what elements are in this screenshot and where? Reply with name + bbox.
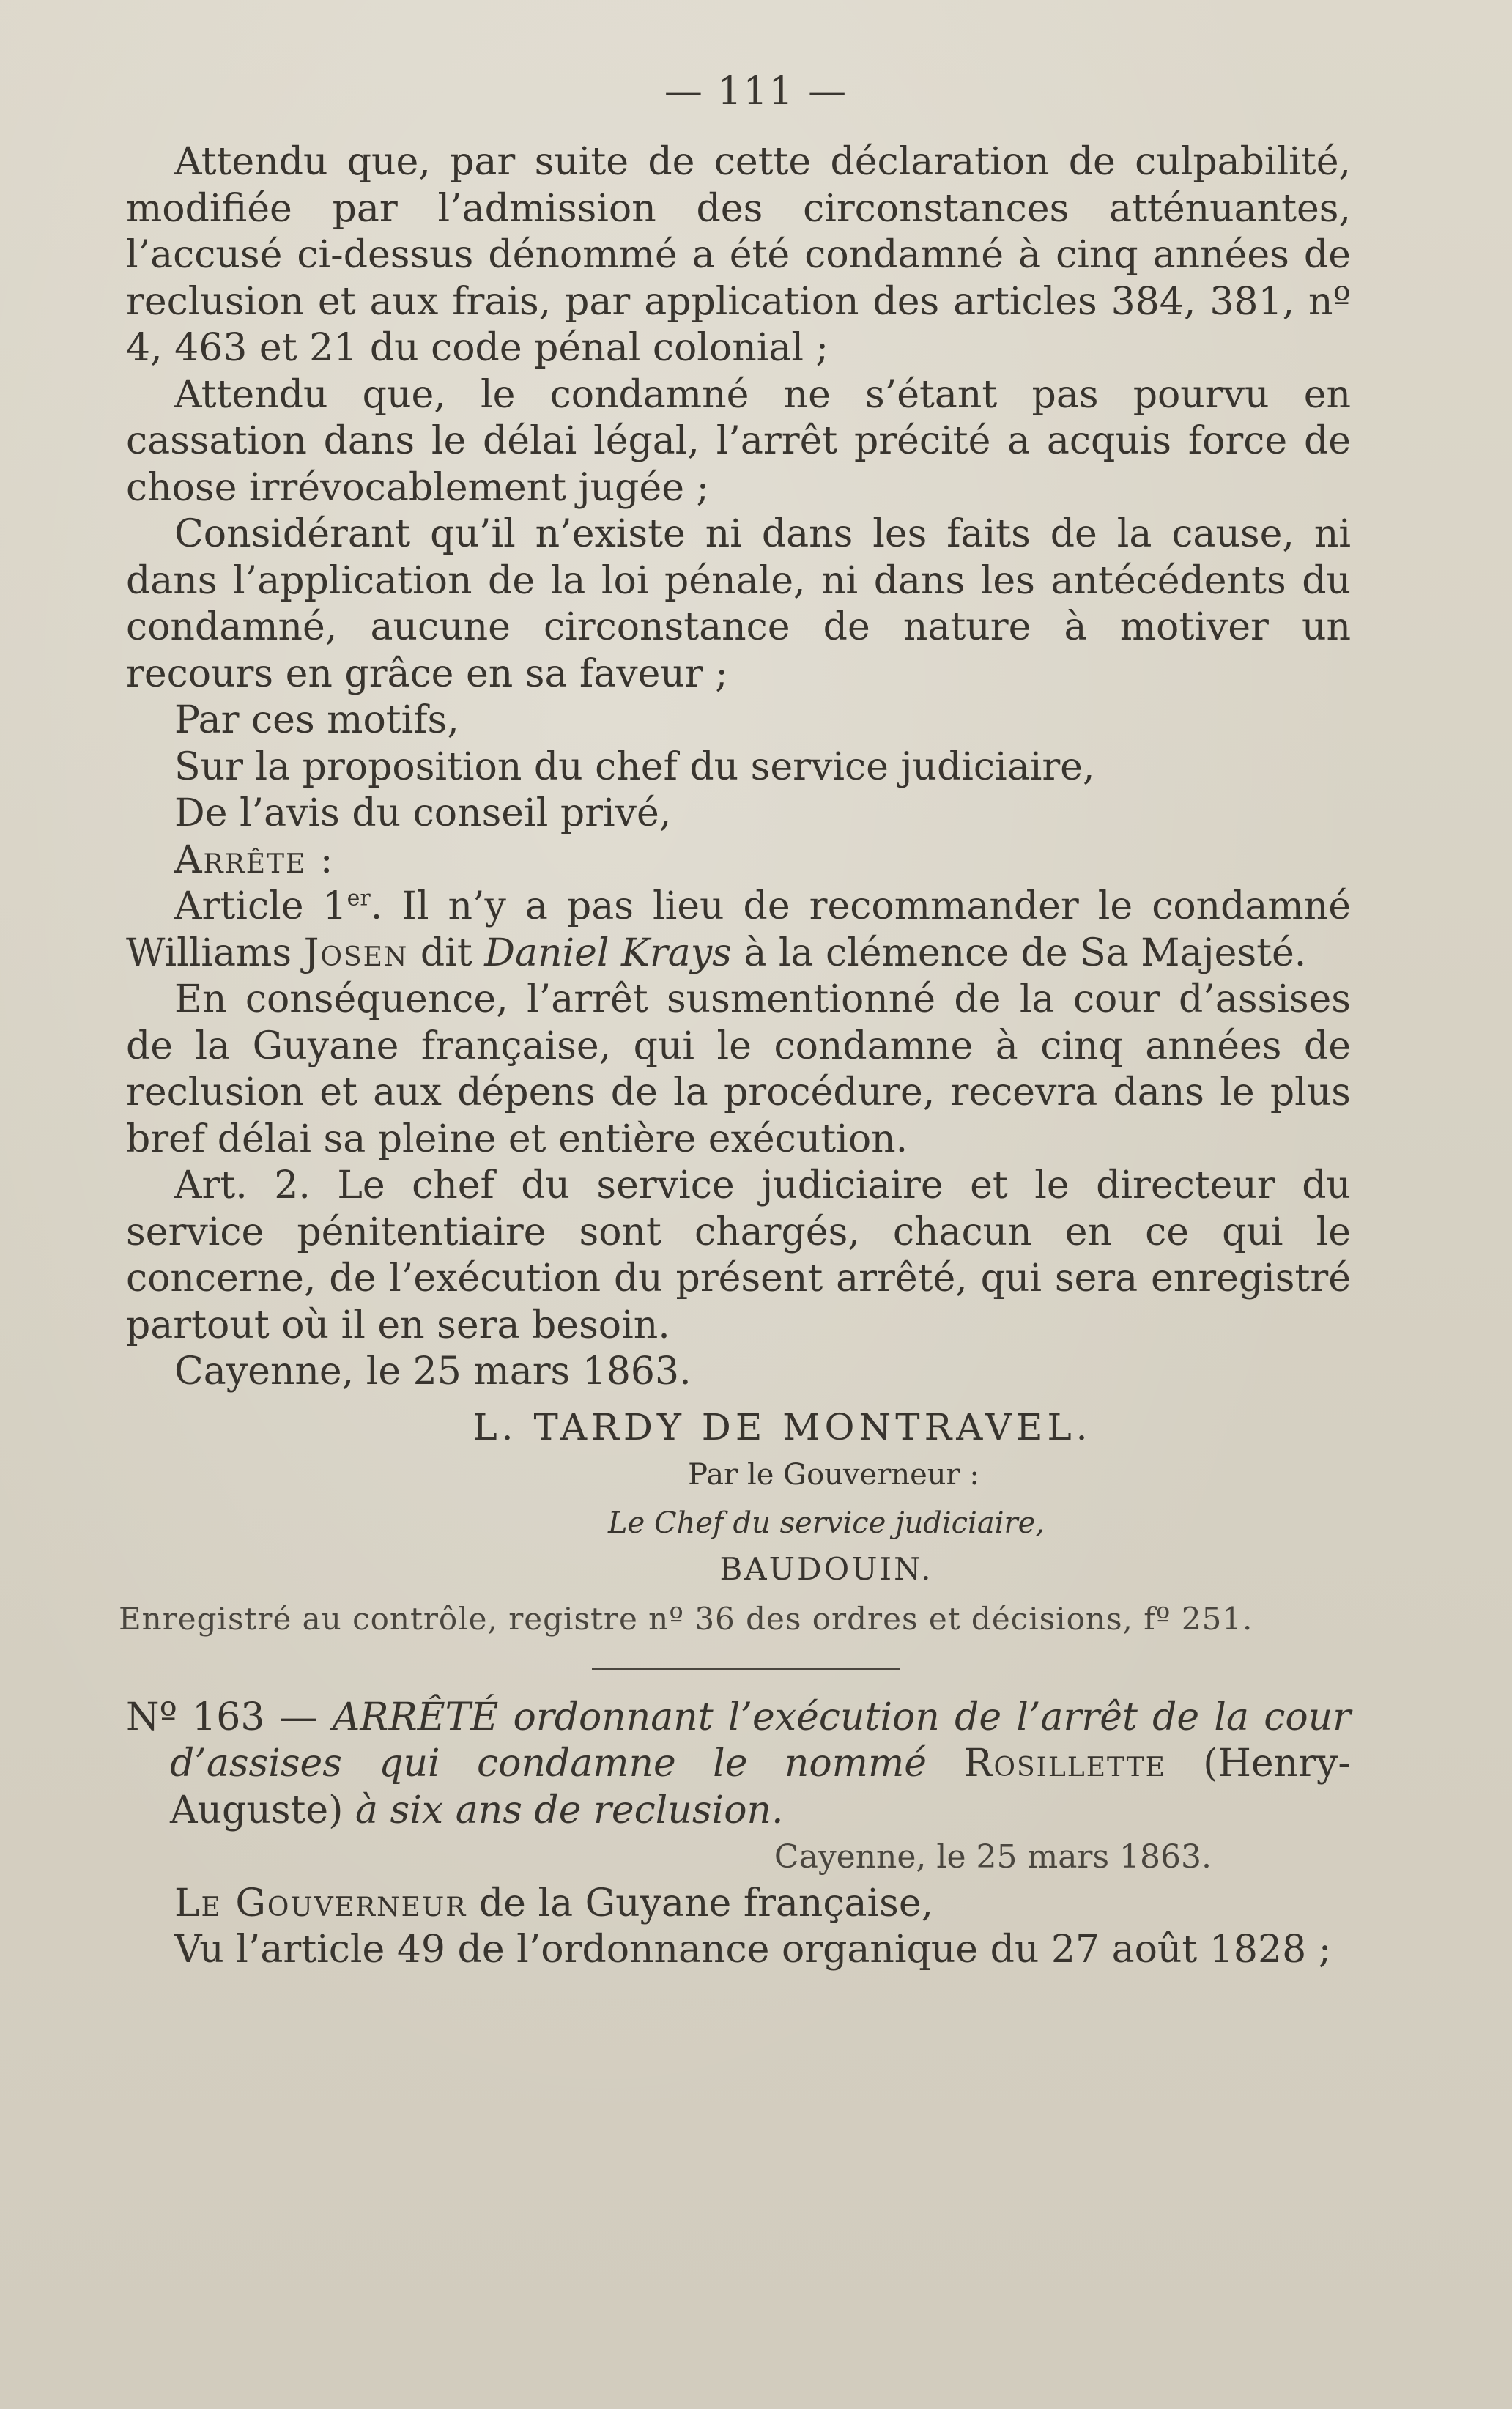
section-divider	[592, 1668, 900, 1670]
next-decree-vu: Vu l’article 49 de l’ordonnance organique du 27 août 1828 ;	[174, 1928, 1332, 1972]
paragraph-proposition: Sur la proposition du chef du service judiciaire,	[174, 744, 1095, 789]
next-decree-number: Nº 163 —	[126, 1695, 333, 1739]
next-decree-governor-text: de la Guyane française,	[467, 1881, 934, 1925]
article-1-surname: Josen	[303, 930, 409, 975]
next-decree-heading	[126, 1695, 1351, 1835]
document-body	[119, 139, 1351, 1974]
paragraph-attendu-cassation: Attendu que, le condamné ne s’étant pas pourvu en cassation dans le délai légal, l’arrêt précité a acquis force de chose irrévocablement jugée ;	[126, 372, 1351, 510]
arrete-label: Arrête :	[174, 837, 335, 882]
registration-note: Enregistré au contrôle, registre nº 36 des ordres et décisions, fº 251.	[119, 1601, 1253, 1637]
article-1-sup: er	[346, 885, 371, 911]
article-1-label: Article 1	[174, 884, 347, 928]
arrete-heading	[126, 837, 1351, 884]
next-decree-date: Cayenne, le 25 mars 1863.	[774, 1838, 1212, 1876]
article-1-text-a: . Il n’y a pas lieu de recommander le condamné Williams	[126, 884, 1351, 975]
next-decree-given-names: (Henry-Auguste)	[170, 1742, 1351, 1832]
signature-by-line: Par le Gouverneur :	[688, 1458, 979, 1492]
paragraph-avis-conseil: De l’avis du conseil privé,	[174, 791, 672, 835]
paragraph-considerant: Considérant qu’il n’existe ni dans les faits de la cause, ni dans l’application de la loi pénale, ni dans les antécédents du condamné, aucune circonstance de nature à motiver un recours en grâce en sa faveur ;	[126, 512, 1351, 696]
signature-role: Le Chef du service judiciaire,	[608, 1506, 1045, 1540]
article-1-text-b: dit	[408, 930, 485, 975]
article-1-alias: Daniel Krays	[484, 930, 732, 975]
decree-date: Cayenne, le 25 mars 1863.	[174, 1350, 692, 1394]
next-decree-governor-label: Le Gouverneur	[174, 1881, 467, 1925]
paragraph-attendu-culpabilite: Attendu que, par suite de cette déclaration de culpabilité, modifiée par l’admission des circonstances atténuantes, l’accusé ci-dessus dénommé a été condamné à cinq années de reclusion et aux frais, par application des articles 384, 381, nº 4, 463 et 21 du code pénal colonial ;	[126, 140, 1351, 370]
article-2: Art. 2. Le chef du service judiciaire et le directeur du service pénitentiaire sont chargés, chacun en ce qui le concerne, de l’exécution du présent arrêté, qui sera enregistré partout où il en sera besoin.	[126, 1163, 1351, 1347]
page-number: — 111 —	[664, 70, 848, 114]
next-decree-title-b: ordonnant l’exécution de l’arrêt de la cour d’assises qui condamne le nommé	[170, 1695, 1351, 1786]
next-decree-name: Rosillette	[963, 1742, 1166, 1786]
paragraph-consequence: En conséquence, l’arrêt susmentionné de la cour d’assises de la Guyane française, qui le condamne à cinq années de reclusion et aux dépens de la procédure, recevra dans le plus bref délai sa pleine et entière exécution.	[126, 977, 1351, 1161]
governor-signature: L. TARDY DE MONTRAVEL.	[472, 1405, 1092, 1448]
next-decree-governor	[126, 1881, 1351, 1928]
signature-signer: BAUDOUIN.	[719, 1551, 933, 1587]
paragraph-par-ces-motifs: Par ces motifs,	[174, 698, 459, 742]
next-decree-title-a: ARRÊTÉ	[332, 1695, 499, 1739]
article-1	[126, 884, 1351, 977]
next-decree-title-c: à six ans de reclusion.	[355, 1788, 784, 1832]
article-1-text-c: à la clémence de Sa Majesté.	[731, 930, 1307, 975]
